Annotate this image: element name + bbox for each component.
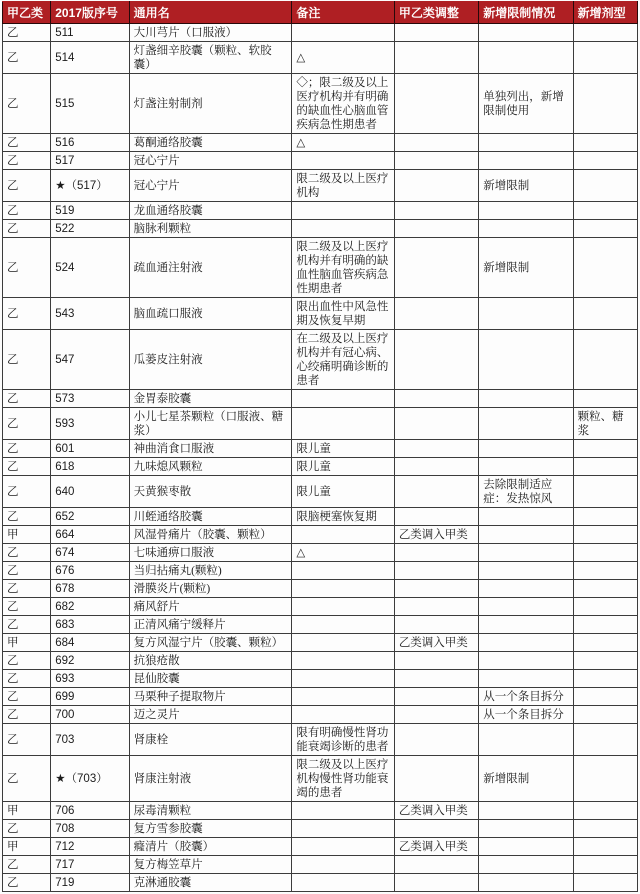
- table-row: [3, 580, 638, 598]
- class-cell: 乙: [3, 458, 51, 476]
- class-cell: 乙: [3, 874, 51, 892]
- class-cell: 乙: [3, 74, 51, 134]
- new-form-cell: [573, 724, 637, 756]
- header-row: [3, 2, 638, 24]
- serial-cell: 683: [51, 616, 129, 634]
- new-form-cell: [573, 390, 637, 408]
- new-restrict-cell: [479, 724, 573, 756]
- class-cell: 甲: [3, 802, 51, 820]
- class-adjust-cell: [394, 544, 478, 562]
- generic-name-cell: 脑脉利颗粒: [129, 220, 292, 238]
- note-cell: 限有明确慢性肾功能衰竭诊断的患者: [292, 724, 394, 756]
- class-cell: 乙: [3, 390, 51, 408]
- generic-name-cell: 痛风舒片: [129, 598, 292, 616]
- serial-cell: 522: [51, 220, 129, 238]
- class-cell: 甲: [3, 634, 51, 652]
- table-row: [3, 24, 638, 42]
- table-row: [3, 298, 638, 330]
- note-cell: [292, 580, 394, 598]
- serial-cell: 678: [51, 580, 129, 598]
- table-row: [3, 724, 638, 756]
- new-form-cell: [573, 580, 637, 598]
- class-adjust-cell: [394, 688, 478, 706]
- new-restrict-cell: [479, 152, 573, 170]
- generic-name-cell: 疏血通注射液: [129, 238, 292, 298]
- new-restrict-cell: [479, 508, 573, 526]
- note-cell: [292, 562, 394, 580]
- class-adjust-cell: [394, 580, 478, 598]
- generic-name-cell: 七味通痹口服液: [129, 544, 292, 562]
- new-restrict-cell: 从一个条目拆分: [479, 706, 573, 724]
- new-restrict-cell: [479, 838, 573, 856]
- note-cell: [292, 24, 394, 42]
- serial-cell: 692: [51, 652, 129, 670]
- class-adjust-cell: [394, 390, 478, 408]
- class-adjust-cell: [394, 408, 478, 440]
- new-restrict-cell: [479, 616, 573, 634]
- class-adjust-cell: 乙类调入甲类: [394, 526, 478, 544]
- note-cell: [292, 670, 394, 688]
- generic-name-cell: 灯盏细辛胶囊（颗粒、软胶囊）: [129, 42, 292, 74]
- new-restrict-cell: [479, 598, 573, 616]
- note-cell: [292, 688, 394, 706]
- table-row: [3, 838, 638, 856]
- serial-cell: 519: [51, 202, 129, 220]
- generic-name-cell: 脑血疏口服液: [129, 298, 292, 330]
- serial-cell: 524: [51, 238, 129, 298]
- note-cell: 限儿童: [292, 476, 394, 508]
- class-adjust-cell: [394, 706, 478, 724]
- note-cell: △: [292, 134, 394, 152]
- new-restrict-cell: [479, 856, 573, 874]
- new-restrict-cell: 单独列出，新增限制使用: [479, 74, 573, 134]
- serial-cell: 618: [51, 458, 129, 476]
- serial-cell: 693: [51, 670, 129, 688]
- serial-cell: 601: [51, 440, 129, 458]
- generic-name-cell: 复方雪参胶囊: [129, 820, 292, 838]
- new-restrict-cell: [479, 526, 573, 544]
- new-restrict-cell: [479, 440, 573, 458]
- generic-name-cell: 龙血通络胶囊: [129, 202, 292, 220]
- generic-name-cell: 葛酮通络胶囊: [129, 134, 292, 152]
- class-cell: 乙: [3, 42, 51, 74]
- new-form-cell: [573, 856, 637, 874]
- note-cell: [292, 652, 394, 670]
- new-restrict-cell: 新增限制: [479, 238, 573, 298]
- new-form-cell: [573, 838, 637, 856]
- note-cell: 限二级及以上医疗机构慢性肾功能衰竭的患者: [292, 756, 394, 802]
- class-adjust-cell: [394, 476, 478, 508]
- class-cell: 乙: [3, 670, 51, 688]
- table-row: [3, 238, 638, 298]
- class-cell: 乙: [3, 856, 51, 874]
- table-row: [3, 152, 638, 170]
- class-cell: 乙: [3, 724, 51, 756]
- table-row: [3, 458, 638, 476]
- generic-name-cell: 抗狼疮散: [129, 652, 292, 670]
- table-row: [3, 134, 638, 152]
- class-cell: 乙: [3, 24, 51, 42]
- generic-name-cell: 复方梅笠草片: [129, 856, 292, 874]
- serial-cell: 712: [51, 838, 129, 856]
- table-row: [3, 802, 638, 820]
- table-row: [3, 670, 638, 688]
- new-restrict-cell: [479, 652, 573, 670]
- note-cell: 限二级及以上医疗机构: [292, 170, 394, 202]
- new-restrict-cell: 去除限制适应症：发热惊风: [479, 476, 573, 508]
- class-adjust-cell: 乙类调入甲类: [394, 838, 478, 856]
- new-form-cell: [573, 616, 637, 634]
- table-row: [3, 652, 638, 670]
- new-form-cell: [573, 74, 637, 134]
- generic-name-cell: 肾康栓: [129, 724, 292, 756]
- class-adjust-cell: [394, 330, 478, 390]
- note-cell: [292, 874, 394, 892]
- class-cell: 乙: [3, 544, 51, 562]
- new-form-cell: [573, 330, 637, 390]
- class-adjust-cell: [394, 458, 478, 476]
- new-form-cell: [573, 202, 637, 220]
- new-form-cell: [573, 238, 637, 298]
- new-restrict-cell: [479, 330, 573, 390]
- new-restrict-cell: [479, 458, 573, 476]
- table-row: [3, 42, 638, 74]
- class-cell: 乙: [3, 220, 51, 238]
- new-form-cell: [573, 874, 637, 892]
- class-adjust-cell: [394, 440, 478, 458]
- serial-cell: 573: [51, 390, 129, 408]
- generic-name-cell: 九味熄风颗粒: [129, 458, 292, 476]
- note-cell: [292, 616, 394, 634]
- class-cell: 乙: [3, 580, 51, 598]
- class-adjust-cell: [394, 670, 478, 688]
- new-form-cell: [573, 476, 637, 508]
- table-row: [3, 390, 638, 408]
- new-form-cell: [573, 440, 637, 458]
- generic-name-cell: 冠心宁片: [129, 152, 292, 170]
- new-form-cell: [573, 170, 637, 202]
- table-row: [3, 408, 638, 440]
- class-adjust-cell: [394, 856, 478, 874]
- table-row: [3, 508, 638, 526]
- class-cell: 乙: [3, 706, 51, 724]
- class-cell: 乙: [3, 134, 51, 152]
- new-restrict-cell: [479, 220, 573, 238]
- serial-cell: 708: [51, 820, 129, 838]
- serial-cell: 674: [51, 544, 129, 562]
- serial-cell: 543: [51, 298, 129, 330]
- note-cell: [292, 802, 394, 820]
- note-cell: [292, 838, 394, 856]
- generic-name-cell: 迈之灵片: [129, 706, 292, 724]
- serial-cell: 517: [51, 152, 129, 170]
- serial-cell: 682: [51, 598, 129, 616]
- class-adjust-cell: [394, 724, 478, 756]
- generic-name-cell: 克淋通胶囊: [129, 874, 292, 892]
- generic-name-cell: 滑膜炎片(颗粒): [129, 580, 292, 598]
- note-cell: 限出血性中风急性期及恢复早期: [292, 298, 394, 330]
- serial-cell: 699: [51, 688, 129, 706]
- new-form-cell: [573, 756, 637, 802]
- note-cell: △: [292, 544, 394, 562]
- note-cell: [292, 390, 394, 408]
- new-form-cell: [573, 298, 637, 330]
- generic-name-cell: 肾康注射液: [129, 756, 292, 802]
- class-cell: 乙: [3, 170, 51, 202]
- class-adjust-cell: [394, 42, 478, 74]
- new-form-cell: 颗粒、糖浆: [573, 408, 637, 440]
- note-cell: 限儿童: [292, 458, 394, 476]
- class-adjust-cell: [394, 220, 478, 238]
- class-cell: 乙: [3, 616, 51, 634]
- class-cell: 乙: [3, 202, 51, 220]
- new-restrict-cell: 新增限制: [479, 170, 573, 202]
- class-adjust-cell: [394, 134, 478, 152]
- generic-name-cell: 昆仙胶囊: [129, 670, 292, 688]
- new-form-cell: [573, 820, 637, 838]
- new-restrict-cell: [479, 562, 573, 580]
- generic-name-cell: 神曲消食口服液: [129, 440, 292, 458]
- table-row: [3, 598, 638, 616]
- class-adjust-cell: [394, 74, 478, 134]
- class-adjust-cell: [394, 874, 478, 892]
- class-adjust-cell: [394, 616, 478, 634]
- table-row: [3, 616, 638, 634]
- new-form-cell: [573, 598, 637, 616]
- note-cell: 在二级及以上医疗机构并有冠心病、心绞痛明确诊断的患者: [292, 330, 394, 390]
- note-cell: [292, 202, 394, 220]
- serial-cell: 516: [51, 134, 129, 152]
- new-form-cell: [573, 42, 637, 74]
- class-adjust-cell: 乙类调入甲类: [394, 634, 478, 652]
- class-adjust-cell: [394, 562, 478, 580]
- new-form-cell: [573, 802, 637, 820]
- new-restrict-cell: [479, 580, 573, 598]
- new-restrict-cell: [479, 42, 573, 74]
- new-form-cell: [573, 706, 637, 724]
- new-form-cell: [573, 526, 637, 544]
- class-cell: 乙: [3, 330, 51, 390]
- class-cell: 乙: [3, 820, 51, 838]
- serial-cell: 593: [51, 408, 129, 440]
- serial-cell: ★（517）: [51, 170, 129, 202]
- class-cell: 乙: [3, 688, 51, 706]
- note-cell: △: [292, 42, 394, 74]
- serial-cell: 511: [51, 24, 129, 42]
- header-class: 甲乙类: [3, 2, 51, 24]
- generic-name-cell: 当归拈痛丸(颗粒): [129, 562, 292, 580]
- header-note: 备注: [292, 2, 394, 24]
- class-cell: 甲: [3, 838, 51, 856]
- class-adjust-cell: [394, 298, 478, 330]
- new-restrict-cell: 从一个条目拆分: [479, 688, 573, 706]
- note-cell: [292, 820, 394, 838]
- generic-name-cell: 金胃泰胶囊: [129, 390, 292, 408]
- new-restrict-cell: [479, 820, 573, 838]
- note-cell: [292, 856, 394, 874]
- new-restrict-cell: [479, 544, 573, 562]
- new-form-cell: [573, 634, 637, 652]
- new-form-cell: [573, 508, 637, 526]
- table-header: [3, 2, 638, 24]
- generic-name-cell: 大川芎片（口服液）: [129, 24, 292, 42]
- new-restrict-cell: [479, 874, 573, 892]
- serial-cell: 719: [51, 874, 129, 892]
- header-new-form: 新增剂型: [573, 2, 637, 24]
- header-new-restrict: 新增限制情况: [479, 2, 573, 24]
- table-row: [3, 74, 638, 134]
- class-adjust-cell: [394, 238, 478, 298]
- serial-cell: 640: [51, 476, 129, 508]
- generic-name-cell: 马栗种子提取物片: [129, 688, 292, 706]
- generic-name-cell: 灯盏注射制剂: [129, 74, 292, 134]
- class-cell: 乙: [3, 440, 51, 458]
- serial-cell: 514: [51, 42, 129, 74]
- note-cell: [292, 408, 394, 440]
- new-form-cell: [573, 152, 637, 170]
- new-restrict-cell: [479, 390, 573, 408]
- new-form-cell: [573, 652, 637, 670]
- class-adjust-cell: [394, 652, 478, 670]
- note-cell: [292, 526, 394, 544]
- table-row: [3, 170, 638, 202]
- serial-cell: 515: [51, 74, 129, 134]
- header-serial: 2017版序号: [51, 2, 129, 24]
- new-restrict-cell: [479, 408, 573, 440]
- generic-name-cell: 川蛭通络胶囊: [129, 508, 292, 526]
- generic-name-cell: 小儿七星茶颗粒（口服液、糖浆）: [129, 408, 292, 440]
- class-adjust-cell: [394, 508, 478, 526]
- note-cell: 限脑梗塞恢复期: [292, 508, 394, 526]
- serial-cell: 652: [51, 508, 129, 526]
- class-cell: 乙: [3, 408, 51, 440]
- serial-cell: 703: [51, 724, 129, 756]
- serial-cell: 684: [51, 634, 129, 652]
- table-row: [3, 756, 638, 802]
- table-row: [3, 874, 638, 892]
- table-row: [3, 820, 638, 838]
- class-cell: 乙: [3, 652, 51, 670]
- class-adjust-cell: [394, 152, 478, 170]
- table-row: [3, 706, 638, 724]
- class-adjust-cell: [394, 24, 478, 42]
- note-cell: 限儿童: [292, 440, 394, 458]
- table-row: [3, 202, 638, 220]
- new-restrict-cell: [479, 134, 573, 152]
- table-row: [3, 440, 638, 458]
- generic-name-cell: 正清风痛宁缓释片: [129, 616, 292, 634]
- class-cell: 乙: [3, 238, 51, 298]
- serial-cell: 717: [51, 856, 129, 874]
- table-row: [3, 562, 638, 580]
- serial-cell: 706: [51, 802, 129, 820]
- class-cell: 乙: [3, 598, 51, 616]
- table-row: [3, 330, 638, 390]
- new-form-cell: [573, 458, 637, 476]
- note-cell: [292, 598, 394, 616]
- new-restrict-cell: [479, 24, 573, 42]
- header-class-adjust: 甲乙类调整: [394, 2, 478, 24]
- note-cell: [292, 220, 394, 238]
- new-restrict-cell: [479, 298, 573, 330]
- new-form-cell: [573, 688, 637, 706]
- generic-name-cell: 癃清片（胶囊）: [129, 838, 292, 856]
- class-cell: 乙: [3, 508, 51, 526]
- note-cell: [292, 152, 394, 170]
- new-form-cell: [573, 220, 637, 238]
- note-cell: ◇；限二级及以上医疗机构并有明确的缺血性心脑血管疾病急性期患者: [292, 74, 394, 134]
- serial-cell: 547: [51, 330, 129, 390]
- note-cell: [292, 634, 394, 652]
- class-cell: 乙: [3, 298, 51, 330]
- table-row: [3, 634, 638, 652]
- serial-cell: ★（703）: [51, 756, 129, 802]
- new-form-cell: [573, 670, 637, 688]
- class-cell: 甲: [3, 526, 51, 544]
- new-restrict-cell: [479, 634, 573, 652]
- new-restrict-cell: [479, 670, 573, 688]
- table-row: [3, 688, 638, 706]
- serial-cell: 700: [51, 706, 129, 724]
- header-generic-name: 通用名: [129, 2, 292, 24]
- generic-name-cell: 复方风湿宁片（胶囊、颗粒）: [129, 634, 292, 652]
- table-row: [3, 526, 638, 544]
- new-form-cell: [573, 134, 637, 152]
- class-adjust-cell: [394, 202, 478, 220]
- class-cell: 乙: [3, 476, 51, 508]
- new-restrict-cell: 新增限制: [479, 756, 573, 802]
- new-restrict-cell: [479, 802, 573, 820]
- table-row: [3, 476, 638, 508]
- drug-adjustment-table: [2, 1, 638, 892]
- serial-cell: 676: [51, 562, 129, 580]
- new-form-cell: [573, 24, 637, 42]
- class-adjust-cell: [394, 756, 478, 802]
- table-row: [3, 220, 638, 238]
- generic-name-cell: 天黄猴枣散: [129, 476, 292, 508]
- class-adjust-cell: [394, 598, 478, 616]
- generic-name-cell: 瓜蒌皮注射液: [129, 330, 292, 390]
- table-row: [3, 856, 638, 874]
- class-cell: 乙: [3, 756, 51, 802]
- class-cell: 乙: [3, 562, 51, 580]
- generic-name-cell: 尿毒清颗粒: [129, 802, 292, 820]
- generic-name-cell: 风湿骨痛片（胶囊、颗粒）: [129, 526, 292, 544]
- table-body: [3, 24, 638, 892]
- new-form-cell: [573, 544, 637, 562]
- note-cell: 限二级及以上医疗机构并有明确的缺血性脑血管疾病急性期患者: [292, 238, 394, 298]
- note-cell: [292, 706, 394, 724]
- new-restrict-cell: [479, 202, 573, 220]
- class-adjust-cell: [394, 170, 478, 202]
- class-adjust-cell: 乙类调入甲类: [394, 802, 478, 820]
- class-cell: 乙: [3, 152, 51, 170]
- serial-cell: 664: [51, 526, 129, 544]
- table-row: [3, 544, 638, 562]
- class-adjust-cell: [394, 820, 478, 838]
- new-form-cell: [573, 562, 637, 580]
- generic-name-cell: 冠心宁片: [129, 170, 292, 202]
